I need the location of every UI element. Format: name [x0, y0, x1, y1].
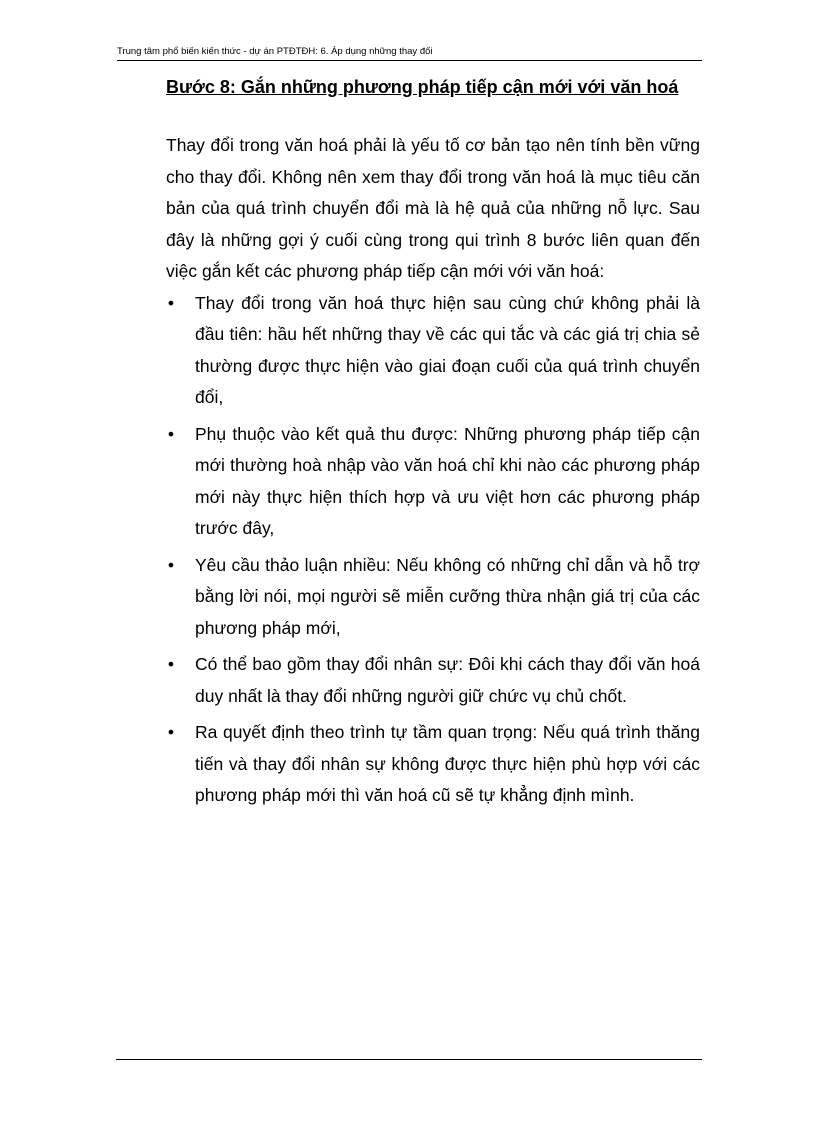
list-item-text: Yêu cầu thảo luận nhiều: Nếu không có những chỉ dẫn và hỗ trợ bằng lời nói, mọi người sẽ miễn cưỡng thừa nhận giá trị của các phương pháp mới, [195, 554, 700, 638]
list-item [166, 419, 700, 545]
list-item-text: Có thể bao gồm thay đổi nhân sự: Đôi khi cách thay đổi văn hoá duy nhất là thay đổi những người giữ chức vụ chủ chốt. [195, 654, 700, 706]
list-item [166, 288, 700, 414]
footer-rule [116, 1059, 702, 1060]
header-text: Trung tâm phổ biến kiến thức - dự án PTĐTĐH: 6. Áp dụng những thay đổi [117, 46, 433, 57]
list-item-text: Ra quyết định theo trình tự tầm quan trọng: Nếu quá trình thăng tiến và thay đổi nhân sự không được thực hiện phù hợp với các phương pháp mới thì văn hoá cũ sẽ tự khẳng định mình. [195, 722, 700, 805]
bullet-icon: • [167, 722, 175, 742]
list-item-text: Thay đổi trong văn hoá thực hiện sau cùng chứ không phải là đầu tiên: hầu hết những thay về các qui tắc và các giá trị chia sẻ thường được thực hiện vào giai đoạn cuối của quá trình chuyển đổi, [195, 292, 700, 407]
list-item [166, 649, 700, 712]
section-heading: Bước 8: Gắn những phương pháp tiếp cận mới với văn hoá [166, 77, 679, 97]
bullet-list [166, 288, 700, 812]
bullet-icon: • [167, 292, 175, 313]
bullet-icon: • [167, 654, 175, 674]
page-content [166, 70, 700, 817]
list-item-text: Phụ thuộc vào kết quả thu được: Những phương pháp tiếp cận mới thường hoà nhập vào văn hoá chỉ khi nào các phương pháp mới này thực hiện thích hợp và ưu việt hơn các phương pháp trước đây, [195, 423, 700, 538]
bullet-icon: • [167, 554, 175, 575]
page-header [117, 46, 702, 61]
bullet-icon: • [167, 423, 175, 444]
list-item [166, 717, 700, 812]
list-item [166, 550, 700, 645]
intro-paragraph: Thay đổi trong văn hoá phải là yếu tố cơ bản tạo nên tính bền vững cho thay đổi. Không nên xem thay đổi trong văn hoá là mục tiêu căn bản của quá trình chuyển đổi mà là hệ quả của những nỗ lực. Sau đây là những gợi ý cuối cùng trong qui trình 8 bước liên quan đến việc gắn kết các phương pháp tiếp cận mới với văn hoá: [166, 135, 700, 281]
